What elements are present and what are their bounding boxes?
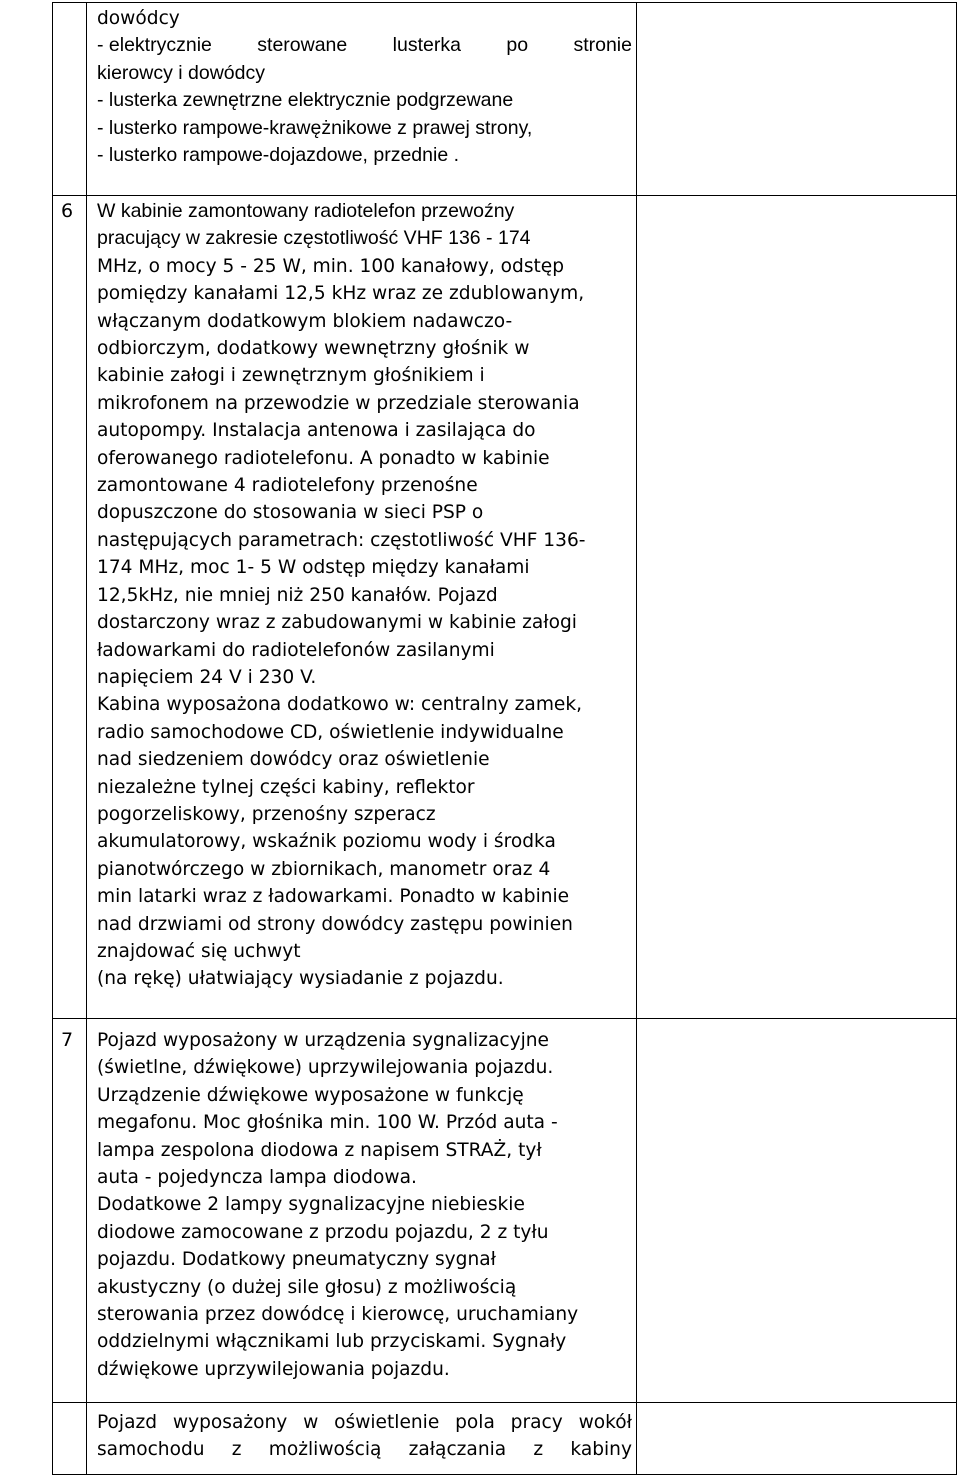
text-word: z <box>231 1439 242 1461</box>
text-line: 12,5kHz, nie mniej niż 250 kanałów. Pojazd <box>97 584 498 606</box>
row-description <box>87 196 637 1019</box>
specification-table <box>52 2 957 1475</box>
row-number <box>53 3 87 196</box>
text-line: - lusterko rampowe-dojazdowe, przednie . <box>97 144 460 167</box>
empty-cell <box>637 1403 957 1475</box>
text-line: następujących parametrach: częstotliwość VHF 136- <box>97 529 586 551</box>
text-line: pianotwórczego w zbiornikach, manometr oraz 4 <box>97 858 551 880</box>
text-line: odbiorczym, dodatkowy wewnętrzny głośnik w <box>97 338 530 360</box>
text-word: wyposażony <box>172 1412 288 1433</box>
text-word: pracy <box>510 1412 563 1433</box>
text-line: akustyczny (o dużej sile głosu) z możliwością <box>97 1276 517 1298</box>
text-word: - elektrycznie <box>97 34 212 57</box>
row-description <box>87 1019 637 1403</box>
text-word: po <box>506 34 529 57</box>
row-description <box>87 3 637 196</box>
text-line <box>97 32 632 59</box>
empty-cell <box>637 196 957 1019</box>
text-line: sterowania przez dowódcę i kierowcę, uruchamiany <box>97 1304 579 1326</box>
text-line <box>97 1436 632 1463</box>
text-line: (świetlne, dźwiękowe) uprzywilejowania pojazdu. <box>97 1057 554 1079</box>
text-line: W kabinie zamontowany radiotelefon przewoźny <box>97 200 515 222</box>
text-line: dowódcy <box>97 8 180 29</box>
table-row <box>53 1403 957 1475</box>
text-word: samochodu <box>97 1439 205 1461</box>
table-row <box>53 1019 957 1403</box>
text-line: znajdować się uchwyt <box>97 940 301 962</box>
text-line: dźwiękowe uprzywilejowania pojazdu. <box>97 1358 450 1380</box>
text-line <box>97 1409 632 1436</box>
text-line: oferowanego radiotelefonu. A ponadto w kabinie <box>97 447 550 469</box>
text-line: mikrofonem na przewodzie w przedziale sterowania <box>97 392 580 414</box>
table-row <box>53 3 957 196</box>
text-line: pogorzeliskowy, przenośny szperacz <box>97 803 436 825</box>
text-line: ładowarkami do radiotelefonów zasilanymi <box>97 639 495 661</box>
text-word: sterowane <box>257 34 348 57</box>
table-row <box>53 196 957 1019</box>
row-number: 7 <box>53 1019 87 1403</box>
row-number: 6 <box>53 196 87 1019</box>
text-line: niezależne tylnej części kabiny, reflektor <box>97 776 475 798</box>
text-line: kierowcy i dowódcy <box>97 61 265 84</box>
empty-cell <box>637 3 957 196</box>
text-word: oświetlenie <box>334 1412 440 1433</box>
text-word: załączania <box>408 1439 507 1461</box>
text-word: stronie <box>573 34 632 57</box>
text-word: możliwością <box>268 1439 382 1461</box>
text-line: nad drzwiami od strony dowódcy zastępu powinien <box>97 913 573 935</box>
text-line: włączanym dodatkowym blokiem nadawczo- <box>97 310 513 332</box>
text-line: Kabina wyposażona dodatkowo w: centralny zamek, <box>97 694 583 716</box>
text-line: auta - pojedyncza lampa diodowa. <box>97 1167 417 1189</box>
text-line: oddzielnymi włącznikami lub przyciskami. Sygnały <box>97 1331 567 1353</box>
text-line: megafonu. Moc głośnika min. 100 W. Przód auta - <box>97 1112 558 1134</box>
text-line: autopompy. Instalacja antenowa i zasilająca do <box>97 420 536 442</box>
text-word: kabiny <box>570 1439 632 1461</box>
row-description <box>87 1403 637 1475</box>
text-line: pracujący w zakresie częstotliwość VHF 136 - 174 <box>97 227 531 250</box>
text-line: zamontowane 4 radiotelefony przenośne <box>97 475 478 497</box>
text-word: Pojazd <box>97 1412 158 1433</box>
text-line: Pojazd wyposażony w urządzenia sygnalizacyjne <box>97 1030 549 1051</box>
text-line: lampa zespolona diodowa z napisem STRAŻ, tył <box>97 1139 542 1161</box>
text-line: 174 MHz, moc 1- 5 W odstęp między kanałami <box>97 557 530 579</box>
text-line: min latarki wraz z ładowarkami. Ponadto w kabinie <box>97 886 570 908</box>
empty-cell <box>637 1019 957 1403</box>
text-line: akumulatorowy, wskaźnik poziomu wody i środka <box>97 831 556 853</box>
text-line: Urządzenie dźwiękowe wyposażone w funkcję <box>97 1084 524 1106</box>
text-line: - lusterko rampowe-krawężnikowe z prawej strony, <box>97 116 533 139</box>
text-word: w <box>303 1412 319 1433</box>
text-word: lusterka <box>392 34 461 57</box>
text-line: kabinie załogi i zewnętrznym głośnikiem i <box>97 365 485 387</box>
text-line: - lusterka zewnętrzne elektrycznie podgrzewane <box>97 89 514 112</box>
text-line: diodowe zamocowane z przodu pojazdu, 2 z tyłu <box>97 1221 549 1243</box>
text-line: nad siedzeniem dowódcy oraz oświetlenie <box>97 749 490 771</box>
row-number <box>53 1403 87 1475</box>
text-word: z <box>533 1439 544 1461</box>
text-word: pola <box>455 1412 495 1433</box>
text-line: pomiędzy kanałami 12,5 kHz wraz ze zdublowanym, <box>97 283 585 305</box>
text-line: MHz, o mocy 5 - 25 W, min. 100 kanałowy, odstęp <box>97 255 565 277</box>
text-line: radio samochodowe CD, oświetlenie indywidualne <box>97 721 564 743</box>
text-line: dostarczony wraz z zabudowanymi w kabinie załogi <box>97 612 577 634</box>
text-line: dopuszczone do stosowania w sieci PSP o <box>97 502 484 524</box>
text-word: wokół <box>578 1412 632 1433</box>
text-line: napięciem 24 V i 230 V. <box>97 666 317 688</box>
text-line: (na rękę) ułatwiający wysiadanie z pojazdu. <box>97 968 504 990</box>
text-line: Dodatkowe 2 lampy sygnalizacyjne niebieskie <box>97 1194 525 1216</box>
text-line: pojazdu. Dodatkowy pneumatyczny sygnał <box>97 1249 496 1271</box>
